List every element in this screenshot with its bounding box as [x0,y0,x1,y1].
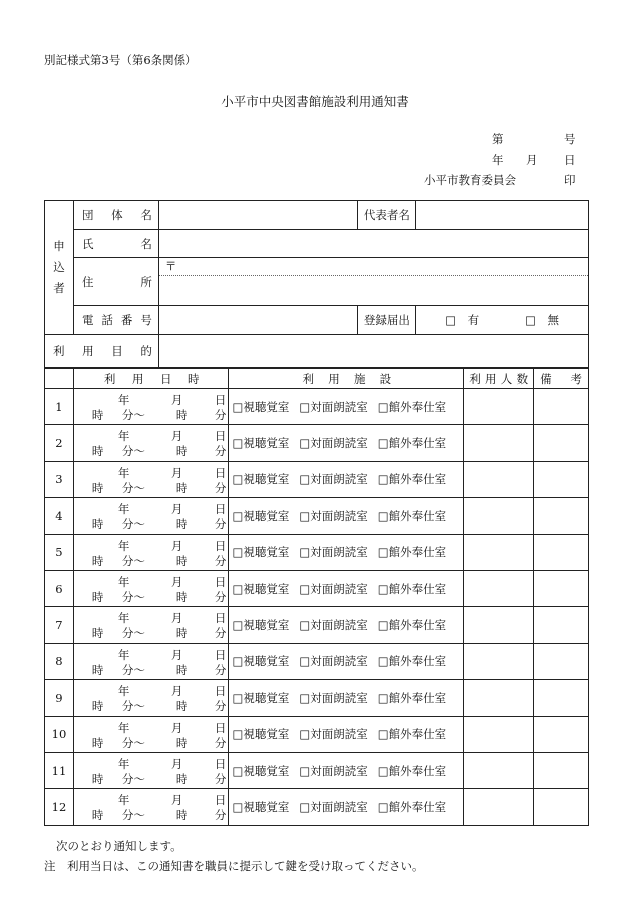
outreach-room-checkbox[interactable]: □館外奉仕室 [377,763,447,778]
date-month-unit: 月 [170,393,183,407]
date-year-unit: 年 [117,720,130,735]
reading-room-checkbox[interactable]: □対面朗読室 [299,508,368,523]
facility-options [228,461,464,497]
outreach-room-checkbox[interactable]: □館外奉仕室 [377,654,447,669]
row-number: 4 [45,498,74,534]
remarks-field[interactable] [534,789,589,825]
date-month: 月 [526,153,538,167]
number-prefix: 第 [492,132,504,146]
schedule-row [45,570,589,606]
people-count-header: 利 用 人 数 [464,369,534,389]
outreach-room-checkbox[interactable]: □館外奉仕室 [377,799,447,814]
av-room-checkbox[interactable]: □視聴覚室 [232,690,290,705]
outreach-room-checkbox[interactable]: □館外奉仕室 [377,399,447,414]
date-month-unit: 月 [170,574,183,589]
row-number: 3 [45,461,74,497]
usage-datetime-field[interactable] [73,789,228,825]
remarks-field[interactable] [534,716,589,752]
remarks-field[interactable] [534,389,589,425]
row-number: 1 [45,389,74,425]
date-month-unit: 月 [170,684,183,699]
facility-options [228,643,464,679]
end-minute-unit: 分 [214,808,227,823]
purpose-label: 利 用 目 的 [45,335,159,368]
notice-text: 次のとおり通知します。 [56,839,182,853]
facility-options [228,498,464,534]
date-month-unit: 月 [170,793,183,808]
date-year-unit: 年 [117,465,130,480]
remarks-field[interactable] [534,643,589,679]
postal-mark: 〒 [164,259,177,273]
date-year: 年 [492,153,504,167]
end-minute-unit: 分 [214,408,227,422]
people-count-field[interactable] [464,498,534,534]
usage-datetime-field[interactable] [73,498,228,534]
usage-datetime-field[interactable] [73,425,228,461]
facility-options [228,789,464,825]
end-minute-unit: 分 [214,517,227,532]
row-number: 11 [45,752,74,788]
date-day-unit: 日 [214,720,227,735]
reading-room-checkbox[interactable]: □対面朗読室 [299,727,368,742]
start-hour-unit: 時 [91,553,104,568]
usage-datetime-field[interactable] [73,643,228,679]
facility-options [228,607,464,643]
row-number: 8 [45,643,74,679]
remarks-field[interactable] [534,498,589,534]
schedule-row [45,789,589,825]
outreach-room-checkbox[interactable]: □館外奉仕室 [377,508,447,523]
av-room-checkbox[interactable]: □視聴覚室 [232,799,290,814]
outreach-room-checkbox[interactable]: □館外奉仕室 [377,727,447,742]
date-day-unit: 日 [214,756,227,771]
date-day-unit: 日 [214,647,227,662]
usage-note: 注 利用当日は、この通知書を職員に提示して鍵を受け取ってください。 [44,859,424,873]
outreach-room-checkbox[interactable]: □館外奉仕室 [377,545,447,560]
address-field[interactable] [158,258,588,306]
remarks-header: 備 考 [534,369,589,389]
start-minute-unit: 分～ [121,589,145,604]
people-count-field[interactable] [464,461,534,497]
end-hour-unit: 時 [175,408,188,422]
group-name-label: 団 体 名 [73,201,158,230]
people-count-field[interactable] [464,534,534,570]
usage-datetime-field[interactable] [73,607,228,643]
date-year-unit: 年 [117,611,130,626]
facility-options [228,752,464,788]
schedule-table [44,368,589,826]
registration-options [416,306,589,335]
facility-options [228,389,464,425]
end-hour-unit: 時 [175,589,188,604]
date-day: 日 [564,153,576,167]
representative-label: 代表者名 [358,201,416,230]
date-month-unit: 月 [170,611,183,626]
end-minute-unit: 分 [214,626,227,641]
seal-mark: 印 [564,173,576,187]
end-hour-unit: 時 [175,662,188,677]
date-day-unit: 日 [214,502,227,517]
start-minute-unit: 分～ [121,662,145,677]
date-year-unit: 年 [117,647,130,662]
date-month-unit: 月 [170,538,183,553]
representative-field[interactable] [416,201,589,230]
av-room-checkbox[interactable]: □視聴覚室 [232,472,290,487]
end-hour-unit: 時 [175,808,188,823]
date-day-unit: 日 [214,393,227,407]
schedule-row [45,680,589,716]
applicant-table [44,200,589,368]
start-hour-unit: 時 [91,808,104,823]
row-number: 12 [45,789,74,825]
facility-options [228,716,464,752]
people-count-field[interactable] [464,570,534,606]
facility-header: 利 用 施 設 [228,369,464,389]
end-minute-unit: 分 [214,662,227,677]
date-year-unit: 年 [117,793,130,808]
reading-room-checkbox[interactable]: □対面朗読室 [299,763,368,778]
schedule-row [45,607,589,643]
start-hour-unit: 時 [91,662,104,677]
reading-room-checkbox[interactable]: □対面朗読室 [299,581,368,596]
schedule-row [45,461,589,497]
facility-options [228,680,464,716]
remarks-field[interactable] [534,752,589,788]
usage-datetime-field[interactable] [73,570,228,606]
start-hour-unit: 時 [91,699,104,714]
date-day-unit: 日 [214,429,227,444]
date-year-unit: 年 [117,574,130,589]
date-day-unit: 日 [214,538,227,553]
name-label: 氏 名 [73,230,158,258]
people-count-field[interactable] [464,643,534,679]
end-hour-unit: 時 [175,771,188,786]
row-number: 5 [45,534,74,570]
group-name-field[interactable] [158,201,358,230]
start-hour-unit: 時 [91,626,104,641]
date-year-unit: 年 [117,429,130,444]
applicant-section-label: 申 込 者 [45,201,74,335]
end-minute-unit: 分 [214,735,227,750]
start-minute-unit: 分～ [121,553,145,568]
reading-room-checkbox[interactable]: □対面朗読室 [299,545,368,560]
date-day-unit: 日 [214,574,227,589]
facility-options [228,534,464,570]
remarks-field[interactable] [534,570,589,606]
end-minute-unit: 分 [214,553,227,568]
registration-yes-checkbox[interactable]: □ 有 [445,313,480,327]
row-number: 9 [45,680,74,716]
people-count-field[interactable] [464,716,534,752]
start-minute-unit: 分～ [121,808,145,823]
av-room-checkbox[interactable]: □視聴覚室 [232,581,290,596]
reading-room-checkbox[interactable]: □対面朗読室 [299,618,368,633]
end-hour-unit: 時 [175,626,188,641]
outreach-room-checkbox[interactable]: □館外奉仕室 [377,690,447,705]
start-hour-unit: 時 [91,480,104,495]
people-count-field[interactable] [464,389,534,425]
start-minute-unit: 分～ [121,699,145,714]
start-hour-unit: 時 [91,771,104,786]
remarks-field[interactable] [534,534,589,570]
end-hour-unit: 時 [175,699,188,714]
schedule-row [45,716,589,752]
av-room-checkbox[interactable]: □視聴覚室 [232,763,290,778]
phone-field[interactable] [158,306,358,335]
date-day-unit: 日 [214,465,227,480]
row-number-header [45,369,74,389]
end-minute-unit: 分 [214,589,227,604]
reading-room-checkbox[interactable]: □対面朗読室 [299,472,368,487]
schedule-row [45,498,589,534]
start-hour-unit: 時 [91,408,104,422]
end-minute-unit: 分 [214,771,227,786]
start-hour-unit: 時 [91,517,104,532]
usage-datetime-field[interactable] [73,534,228,570]
row-number: 2 [45,425,74,461]
date-month-unit: 月 [170,502,183,517]
schedule-row [45,534,589,570]
issuer-line [424,172,584,186]
date-month-unit: 月 [170,429,183,444]
av-room-checkbox[interactable]: □視聴覚室 [232,399,290,414]
av-room-checkbox[interactable]: □視聴覚室 [232,727,290,742]
facility-options [228,425,464,461]
start-hour-unit: 時 [91,444,104,459]
end-hour-unit: 時 [175,480,188,495]
av-room-checkbox[interactable]: □視聴覚室 [232,654,290,669]
outreach-room-checkbox[interactable]: □館外奉仕室 [377,472,447,487]
row-number: 7 [45,607,74,643]
row-number: 10 [45,716,74,752]
outreach-room-checkbox[interactable]: □館外奉仕室 [377,436,447,451]
date-month-unit: 月 [170,647,183,662]
purpose-field[interactable] [158,335,588,368]
people-count-field[interactable] [464,425,534,461]
notice-number-line [492,131,582,145]
usage-datetime-field[interactable] [73,461,228,497]
av-room-checkbox[interactable]: □視聴覚室 [232,618,290,633]
start-hour-unit: 時 [91,589,104,604]
reading-room-checkbox[interactable]: □対面朗読室 [299,690,368,705]
reading-room-checkbox[interactable]: □対面朗読室 [299,399,368,414]
start-minute-unit: 分～ [121,771,145,786]
schedule-row [45,752,589,788]
reading-room-checkbox[interactable]: □対面朗読室 [299,799,368,814]
datetime-header: 利 用 日 時 [73,369,228,389]
number-suffix: 号 [564,132,576,146]
end-hour-unit: 時 [175,444,188,459]
registration-label: 登録届出 [358,306,416,335]
start-minute-unit: 分～ [121,517,145,532]
date-day-unit: 日 [214,793,227,808]
remarks-field[interactable] [534,680,589,716]
schedule-row [45,643,589,679]
row-number: 6 [45,570,74,606]
av-room-checkbox[interactable]: □視聴覚室 [232,508,290,523]
date-year-unit: 年 [117,756,130,771]
date-month-unit: 月 [170,720,183,735]
schedule-row [45,389,589,425]
usage-datetime-field[interactable] [73,389,228,425]
notice-date-line [492,152,582,166]
address-label: 住 所 [73,258,158,306]
remarks-field[interactable] [534,425,589,461]
remarks-field[interactable] [534,607,589,643]
schedule-header-row [45,369,589,389]
start-minute-unit: 分～ [121,444,145,459]
end-hour-unit: 時 [175,735,188,750]
date-year-unit: 年 [117,393,130,407]
start-hour-unit: 時 [91,735,104,750]
document-title: 小平市中央図書館施設利用通知書 [221,94,409,109]
issuer-name: 小平市教育委員会 [424,173,516,187]
start-minute-unit: 分～ [121,626,145,641]
date-day-unit: 日 [214,684,227,699]
outreach-room-checkbox[interactable]: □館外奉仕室 [377,618,447,633]
start-minute-unit: 分～ [121,735,145,750]
form-reference: 別記様式第3号（第6条関係） [44,53,197,67]
end-minute-unit: 分 [214,480,227,495]
phone-label: 電 話 番 号 [73,306,158,335]
date-day-unit: 日 [214,611,227,626]
start-minute-unit: 分～ [121,408,145,422]
people-count-field[interactable] [464,789,534,825]
people-count-field[interactable] [464,680,534,716]
reading-room-checkbox[interactable]: □対面朗読室 [299,436,368,451]
date-month-unit: 月 [170,465,183,480]
end-hour-unit: 時 [175,553,188,568]
outreach-room-checkbox[interactable]: □館外奉仕室 [377,581,447,596]
date-year-unit: 年 [117,502,130,517]
date-month-unit: 月 [170,756,183,771]
usage-datetime-field[interactable] [73,680,228,716]
reading-room-checkbox[interactable]: □対面朗読室 [299,654,368,669]
date-year-unit: 年 [117,684,130,699]
usage-datetime-field[interactable] [73,752,228,788]
av-room-checkbox[interactable]: □視聴覚室 [232,545,290,560]
end-minute-unit: 分 [214,699,227,714]
remarks-field[interactable] [534,461,589,497]
usage-datetime-field[interactable] [73,716,228,752]
schedule-row [45,425,589,461]
date-year-unit: 年 [117,538,130,553]
facility-options [228,570,464,606]
registration-no-checkbox[interactable]: □ 無 [525,313,559,327]
av-room-checkbox[interactable]: □視聴覚室 [232,436,290,451]
name-field[interactable] [158,230,588,258]
end-hour-unit: 時 [175,517,188,532]
end-minute-unit: 分 [214,444,227,459]
start-minute-unit: 分～ [121,480,145,495]
people-count-field[interactable] [464,607,534,643]
people-count-field[interactable] [464,752,534,788]
